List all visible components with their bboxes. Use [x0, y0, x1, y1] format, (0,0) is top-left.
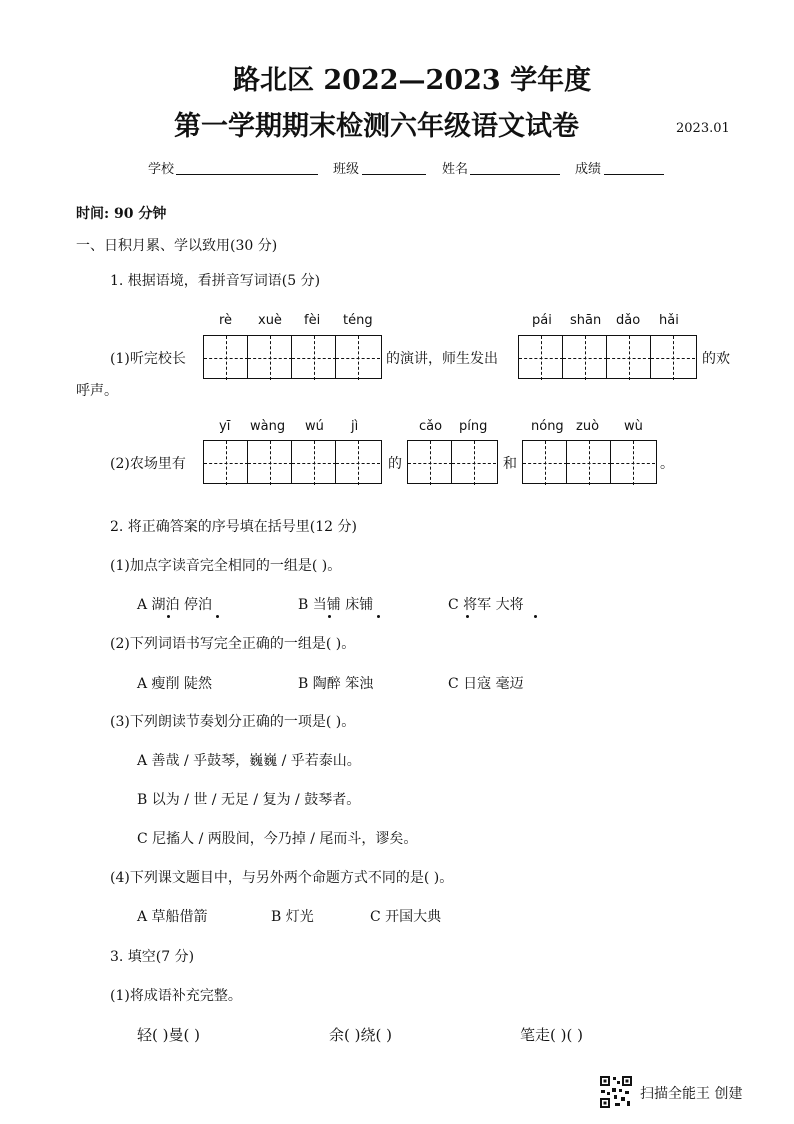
pinyin-answer-grid[interactable] [407, 440, 498, 484]
pinyin-answer-grid[interactable] [518, 335, 697, 379]
q2-p1-opt-a: A 湖泊 停泊 [137, 597, 213, 613]
title-line2: 第一学期期末检测六年级语文试卷 [174, 111, 579, 142]
q2-p4-opt-b: B 灯光 [271, 909, 314, 925]
idiom-blank[interactable]: 笔走( )( ) [520, 1026, 583, 1044]
emphasis-dot [167, 615, 170, 618]
q2-p1-opt-c: C 将军 大将 [448, 597, 524, 613]
q2-p4: (4)下列课文题目中，与另外两个命题方式不同的是( )。 [110, 870, 454, 886]
q3-p1: (1)将成语补充完整。 [110, 988, 242, 1004]
pinyin: cǎo [419, 419, 443, 434]
q1-s2-suffix: 。 [660, 456, 674, 472]
emphasis-dot [377, 615, 380, 618]
exam-date: 2023.01 [676, 121, 730, 136]
q2-p3-opt-b: B 以为 / 世 / 无足 / 复为 / 鼓琴者。 [137, 792, 361, 808]
watermark-brand: 扫描全能王 创建 [640, 1086, 743, 1102]
pinyin: jì [351, 419, 359, 434]
q1-s2-prefix: (2)农场里有 [110, 456, 186, 472]
pinyin: rè [219, 313, 233, 328]
pinyin: pái [532, 313, 552, 328]
q1-s1-cont: 呼声。 [76, 383, 118, 399]
emphasis-dot [466, 615, 469, 618]
pinyin: hǎi [659, 313, 679, 328]
emphasis-dot [216, 615, 219, 618]
pinyin: wú [305, 419, 324, 434]
idiom-blank[interactable]: 轻( )曼( ) [137, 1026, 200, 1044]
pinyin: píng [459, 419, 488, 434]
pinyin: shān [570, 313, 602, 328]
q2-p2-opt-b: B 陶醉 笨浊 [298, 676, 374, 692]
q1-s2-mid2: 和 [503, 456, 517, 472]
q2-p3-opt-c: C 尼搐人 / 两股间，今乃掉 / 尾而斗，谬矣。 [137, 831, 418, 847]
time-label: 时间: 90 分钟 [76, 206, 167, 222]
q2-p3: (3)下列朗读节奏划分正确的一项是( )。 [110, 714, 356, 730]
pinyin-answer-grid[interactable] [522, 440, 657, 484]
pinyin: wàng [250, 419, 286, 434]
q1-s1-mid: 的演讲，师生发出 [386, 351, 498, 367]
pinyin-answer-grid[interactable] [203, 440, 382, 484]
pinyin: zuò [576, 419, 600, 434]
pinyin: xuè [258, 313, 282, 328]
pinyin: dǎo [616, 313, 641, 328]
emphasis-dot [534, 615, 537, 618]
title-line1: 路北区 2022—2023 学年度 [233, 65, 592, 96]
pinyin: téng [343, 313, 373, 328]
q2-p2-opt-c: C 日寇 毫迈 [448, 676, 524, 692]
idiom-blank[interactable]: 余( )绕( ) [329, 1026, 392, 1044]
pinyin: yī [219, 419, 231, 434]
q3-title: 3. 填空(7 分) [110, 949, 195, 965]
q2-title: 2. 将正确答案的序号填在括号里(12 分) [110, 519, 357, 535]
section1-title: 一、日积月累、学以致用(30 分) [76, 238, 278, 254]
pinyin: nóng [531, 419, 564, 434]
pinyin: wù [624, 419, 643, 434]
class-label: 班级 [333, 162, 360, 177]
q1-s1-prefix: (1)听完校长 [110, 351, 186, 367]
emphasis-dot [328, 615, 331, 618]
q2-p4-opt-c: C 开国大典 [370, 909, 442, 925]
school-field[interactable] [176, 174, 318, 175]
name-field[interactable] [470, 174, 560, 175]
score-label: 成绩 [575, 162, 602, 177]
school-label: 学校 [148, 162, 175, 177]
pinyin-answer-grid[interactable] [203, 335, 382, 379]
q1-title: 1. 根据语境，看拼音写词语(5 分) [110, 273, 321, 289]
name-label: 姓名 [442, 162, 469, 177]
q1-s2-mid1: 的 [388, 456, 402, 472]
q1-s1-suffix: 的欢 [702, 351, 730, 367]
pinyin: fèi [304, 313, 321, 328]
qr-code-icon [599, 1075, 633, 1109]
q2-p1: (1)加点字读音完全相同的一组是( )。 [110, 558, 342, 574]
q2-p3-opt-a: A 善哉 / 乎鼓琴，巍巍 / 乎若泰山。 [137, 753, 361, 769]
class-field[interactable] [362, 174, 426, 175]
q2-p2: (2)下列词语书写完全正确的一组是( )。 [110, 636, 356, 652]
q2-p1-opt-b: B 当铺 床铺 [298, 597, 374, 613]
q2-p4-opt-a: A 草船借箭 [137, 909, 208, 925]
score-field[interactable] [604, 174, 664, 175]
q2-p2-opt-a: A 瘦削 陡然 [137, 676, 213, 692]
